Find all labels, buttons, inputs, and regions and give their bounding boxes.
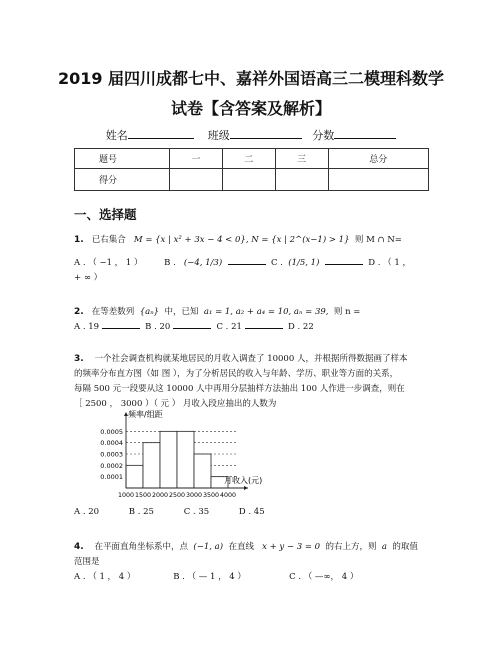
score-table-header: 二 [222,149,275,169]
score-cell[interactable] [328,169,428,191]
histogram-bar [160,431,177,488]
sequence-symbol: {aₙ} [139,307,160,317]
question-1-line1 [74,233,402,245]
answer-blank [245,320,283,329]
option-b-value: (−4, 1/3) [183,258,223,268]
option-c[interactable]: C . （ —∞， 4 ） [289,572,359,582]
question-3-line1 [74,352,407,364]
option-a[interactable]: A . 19 [74,322,100,332]
histogram-bar [177,431,194,488]
question-2-options [74,320,314,332]
question-1-options-cont: + ∞ ） [74,273,103,283]
option-a[interactable]: A . 20 [74,507,100,517]
student-info-line [0,127,502,143]
question-number: 4. [74,542,84,552]
histogram-bar [126,465,143,488]
score-cell[interactable] [222,169,275,191]
histogram-plot [100,410,262,499]
y-axis-label: 频率/组距 [128,410,163,419]
x-axis-label: 月收入(元) [224,476,263,485]
question-tail: 则 M ∩ N= [354,235,402,245]
x-tick-label: 2000 [151,492,169,499]
answer-blank [102,320,140,329]
question-mid: 在直线 [228,542,254,552]
score-table-row [75,169,429,191]
x-tick-label: 3000 [185,492,203,499]
option-b[interactable]: B . 25 [128,507,154,517]
question-stem: 已右集合 [91,235,126,245]
option-d[interactable]: D . （ 1 ， [368,258,411,268]
variable-symbol: a [381,542,387,552]
class-blank[interactable] [230,127,302,139]
name-label: 姓名 [105,129,128,142]
question-3-options [74,507,265,517]
question-stem: 在平面直角坐标系中，点 [94,542,189,552]
option-a[interactable]: A . （ 1 ， 4 ） [74,572,136,582]
x-tick-label: 2500 [168,492,186,499]
score-cell[interactable] [170,169,223,191]
y-tick-label: 0.0004 [100,439,123,448]
question-3-line4: ［ 2500 ， 3000 ）（ 元 ） 月收入段应抽出的人数为 [74,399,277,409]
score-blank[interactable] [334,127,396,139]
option-c-label[interactable]: C . [270,258,283,268]
question-tail-2: 的取值 [392,542,418,552]
question-3-line3: 每隔 500 元一段要从这 10000 人中再用分层抽样方法抽出 100 人作进一步调查，则在 [74,384,405,394]
question-tail: 则 n = [333,307,361,317]
question-text: 一个社会调查机构就某地居民的月收入调查了 10000 人，并根据所得数据画了样本 [94,354,408,364]
y-tick-label: 0.0002 [100,461,123,470]
answer-blank [173,320,211,329]
histogram-bar [194,454,211,488]
option-d[interactable]: D . 22 [288,322,314,332]
section-heading: 一、选择题 [74,207,137,222]
x-axis-arrow [244,486,248,490]
doc-title-line2: 试卷【含答案及解析】 [170,99,331,118]
y-tick-label: 0.0005 [100,427,123,436]
y-tick-label: 0.0001 [100,473,123,482]
option-c-value: (1/5, 1) [288,258,320,268]
option-c[interactable]: C . 35 [183,507,210,517]
doc-title-line1: 2019 届四川成都七中、嘉祥外国语高三二模理科数学 [57,69,445,88]
sequence-condition: a₁ = 1, a₂ + a₄ = 10, aₙ = 39, [203,307,329,317]
option-b[interactable]: B . （ — 1 ， 4 ） [173,572,246,582]
question-number: 2. [74,307,84,317]
option-c[interactable]: C . 21 [216,322,242,332]
y-tick-label: 0.0003 [100,450,123,459]
x-tick-label: 4000 [219,492,237,499]
answer-blank [228,256,266,265]
score-cell[interactable] [275,169,328,191]
question-number: 3. [74,354,84,364]
score-table-header: 总分 [328,149,428,169]
question-number: 1. [74,235,84,245]
x-tick-label: 1500 [134,492,152,499]
score-table-header: 一 [170,149,223,169]
answer-blank [325,256,363,265]
x-tick-label: 1000 [117,492,135,499]
question-2-line1 [74,305,360,317]
class-label: 班级 [207,129,230,142]
score-table [74,148,429,191]
score-table-header: 三 [275,149,328,169]
histogram-bar [143,443,160,488]
line-equation: x + y − 3 = 0 [262,542,321,552]
question-1-options [74,256,411,268]
option-b-label[interactable]: B . [164,258,176,268]
option-d[interactable]: D . 45 [238,507,265,517]
question-mid: 中，已知 [164,307,199,317]
score-label: 分数 [312,129,335,142]
score-table-header: 题号 [75,149,170,169]
question-4-line1 [74,540,418,552]
question-4-options [74,570,358,582]
x-tick-label: 3500 [202,492,220,499]
score-table-header-row [75,149,429,169]
question-stem: 在等差数列 [91,307,135,317]
histogram-chart [74,410,304,510]
question-4-line2: 范围是 [74,557,100,567]
set-expression: M = {x | x² + 3x − 4 < 0}, N = {x | 2^(x−1) > 1} [133,235,350,245]
question-tail: 的右上方，则 [325,542,377,552]
name-blank[interactable] [128,127,194,139]
option-a[interactable]: A . （ −1 ， 1 ） [74,258,143,268]
question-3-line2: 的频率分布直方图（如 图 ），为了分析居民的收入与年龄、学历、职业等方面的关系， [74,369,399,379]
score-row-label: 得分 [75,169,170,191]
point-expression: (−1, a) [193,542,224,552]
option-b[interactable]: B . 20 [145,322,171,332]
